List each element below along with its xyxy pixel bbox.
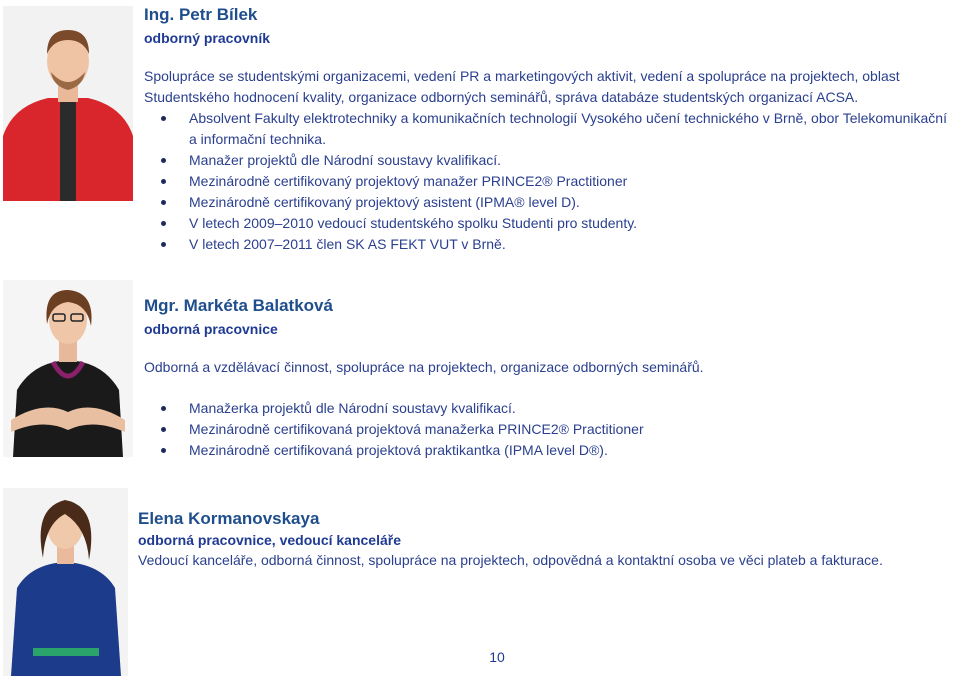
bullet-icon <box>161 406 166 411</box>
bullet-icon <box>161 179 166 184</box>
list-item: Mezinárodně certifikovaná projektová manažerka PRINCE2® Practitioner <box>140 419 956 440</box>
person-role: odborná pracovnice <box>144 321 278 337</box>
list-item: Mezinárodně certifikovaný projektový manažer PRINCE2® Practitioner <box>140 171 956 192</box>
photo-marketa-balatkova <box>3 280 133 457</box>
person-name: Elena Kormanovskaya <box>138 509 320 528</box>
bullet-icon <box>161 242 166 247</box>
bullet-icon <box>161 221 166 226</box>
list-item: Absolvent Fakulty elektrotechniky a komunikačních technologií Vysokého učení technického v Brně, obor Telekomunikační a informační technika. <box>140 108 956 150</box>
bullet-icon <box>161 200 166 205</box>
photo-elena-kormanovskaya <box>3 488 128 676</box>
bullet-icon <box>161 448 166 453</box>
person-description: Odborná a vzdělávací činnost, spolupráce na projektech, organizace odborných seminářů. <box>144 359 704 375</box>
person-role: odborný pracovník <box>144 30 271 46</box>
person-description: Spolupráce se studentskými organizacemi, vedení PR a marketingových aktivit, vedení a spolupráce na projektech, oblast Studentského hodnocení kvality, organizace odborných seminářů, správa databáze studentských organizací ACSA. <box>144 68 900 105</box>
person-name: Ing. Petr Bílek <box>144 5 258 24</box>
list-item: V letech 2007–2011 člen SK AS FEKT VUT v Brně. <box>140 234 956 255</box>
person-role: odborná pracovnice, vedoucí kanceláře <box>138 532 401 548</box>
bullet-icon <box>161 427 166 432</box>
person-description: Vedoucí kanceláře, odborná činnost, spolupráce na projektech, odpovědná a kontaktní osoba ve věci plateb a fakturace. <box>138 552 883 568</box>
list-item: Mezinárodně certifikovaný projektový asistent (IPMA® level D). <box>140 192 956 213</box>
bullet-list <box>140 108 956 255</box>
person-name: Mgr. Markéta Balatková <box>144 296 333 315</box>
person-3 <box>138 508 958 571</box>
person-2 <box>144 295 956 461</box>
page-number: 10 <box>489 649 505 665</box>
bullet-icon <box>161 116 166 121</box>
bullet-list <box>140 398 956 461</box>
list-item: Mezinárodně certifikovaná projektová praktikantka (IPMA level D®). <box>140 440 956 461</box>
photo-petr-bilek <box>3 6 133 201</box>
person-1 <box>144 4 956 255</box>
list-item: Manažer projektů dle Národní soustavy kvalifikací. <box>140 150 956 171</box>
list-item: V letech 2009–2010 vedoucí studentského spolku Studenti pro studenty. <box>140 213 956 234</box>
bullet-icon <box>161 158 166 163</box>
list-item: Manažerka projektů dle Národní soustavy kvalifikací. <box>140 398 956 419</box>
